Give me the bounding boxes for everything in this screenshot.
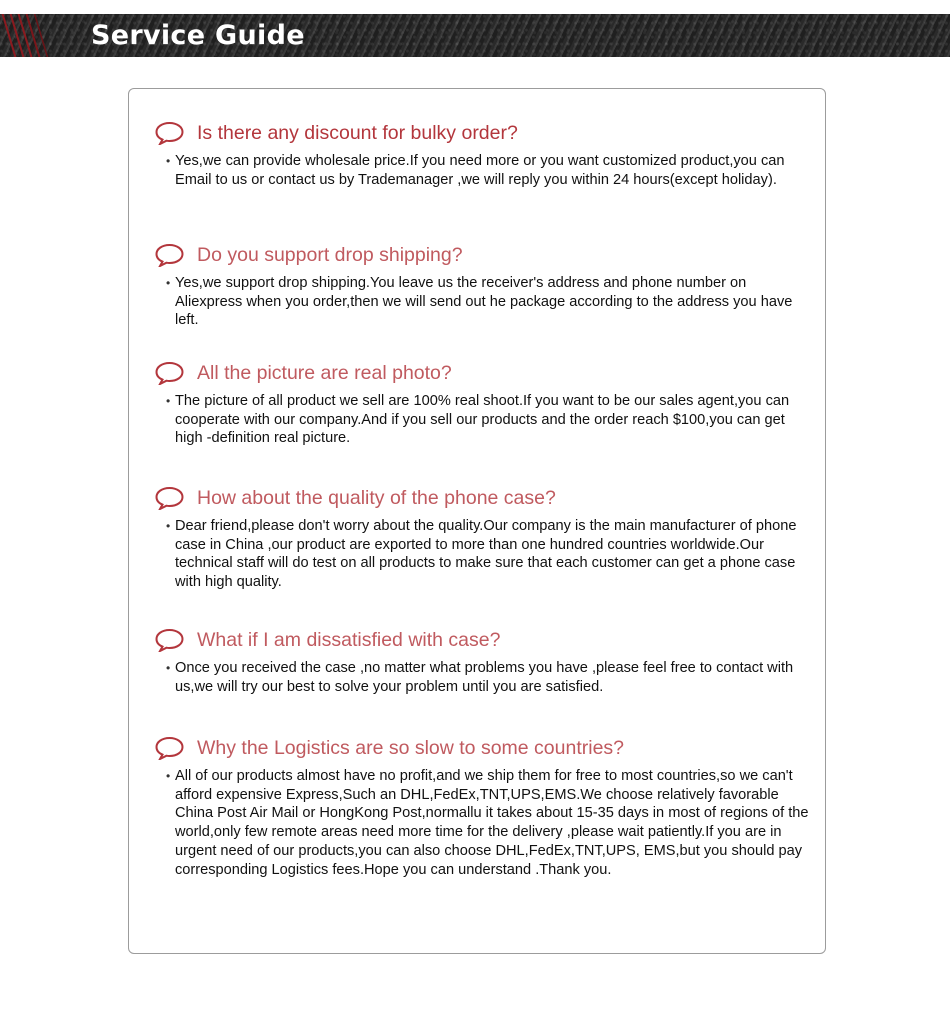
faq-item (154, 120, 834, 189)
faq-answer (154, 274, 815, 330)
faq-question-text: How about the quality of the phone case? (197, 487, 556, 509)
faq-item (154, 627, 834, 696)
speech-bubble-icon (154, 628, 185, 652)
faq-answer-text: Yes,we can provide wholesale price.If you need more or you want customized product,you can Email to us or contact us by Trademanager ,we will reply you within 24 hours(except holiday). (175, 153, 785, 188)
faq-answer (154, 392, 815, 448)
faq-question-text: Why the Logistics are so slow to some countries? (197, 737, 625, 759)
faq-question (154, 485, 834, 511)
faq-item (154, 735, 834, 879)
faq-answer-text: Yes,we support drop shipping.You leave us the receiver's address and phone number on Aliexpress when you order,then we will send out he package according to the address you have left. (175, 275, 793, 329)
red-stripes-decoration (0, 14, 60, 57)
faq-answer-text: Dear friend,please don't worry about the quality.Our company is the main manufacturer of phone case in China ,our product are exported to more than one hundred countries worldwide.Our technical staff will do test on all products to make sure that each customer can get a phone case with high quality. (175, 518, 797, 591)
bullet-dot: • (166, 661, 171, 675)
faq-answer (154, 659, 815, 696)
faq-answer-text: The picture of all product we sell are 100% real shoot.If you want to be our sales agent,you can cooperate with our company.And if you sell our products and the order reach $100,you can get high -definition real picture. (175, 393, 790, 447)
bullet-dot: • (166, 394, 171, 408)
speech-bubble-icon (154, 243, 185, 267)
faq-question-text: Is there any discount for bulky order? (197, 122, 518, 144)
speech-bubble-icon (154, 121, 185, 145)
speech-bubble-icon (154, 361, 185, 385)
faq-question-text: What if I am dissatisfied with case? (197, 629, 501, 651)
bullet-dot: • (166, 769, 171, 783)
faq-question (154, 120, 834, 146)
speech-bubble-icon (154, 736, 185, 760)
faq-question (154, 242, 834, 268)
bullet-dot: • (166, 519, 171, 533)
bullet-dot: • (166, 154, 171, 168)
bullet-dot: • (166, 276, 171, 290)
faq-question (154, 627, 834, 653)
faq-answer-text: All of our products almost have no profit,and we ship them for free to most countries,so we can't afford expensive Express,Such an DHL,FedEx,TNT,UPS,EMS.We choose relatively favorable China Post Air Mail or HongKong Post,normallu it takes about 15-35 days in most of regions of the world,only few remote areas need more time for the delivery ,please wait patiently.If you are in urgent need of our products,you can also choose DHL,FedEx,TNT,UPS, EMS,but you should pay corresponding Logistics fees.Hope you can understand .Thank you. (175, 768, 809, 878)
faq-question (154, 735, 834, 761)
faq-answer-text: Once you received the case ,no matter what problems you have ,please feel free to contact with us,we will try our best to solve your problem until you are satisfied. (175, 660, 794, 695)
service-guide-banner (0, 14, 950, 57)
faq-question-text: Do you support drop shipping? (197, 244, 463, 266)
faq-answer (154, 517, 815, 592)
page-title: Service Guide (91, 20, 305, 51)
faq-item (154, 485, 834, 592)
faq-item (154, 360, 834, 448)
speech-bubble-icon (154, 486, 185, 510)
faq-question (154, 360, 834, 386)
faq-answer (154, 767, 815, 879)
faq-item (154, 242, 834, 330)
faq-question-text: All the picture are real photo? (197, 362, 452, 384)
faq-answer (154, 152, 815, 189)
